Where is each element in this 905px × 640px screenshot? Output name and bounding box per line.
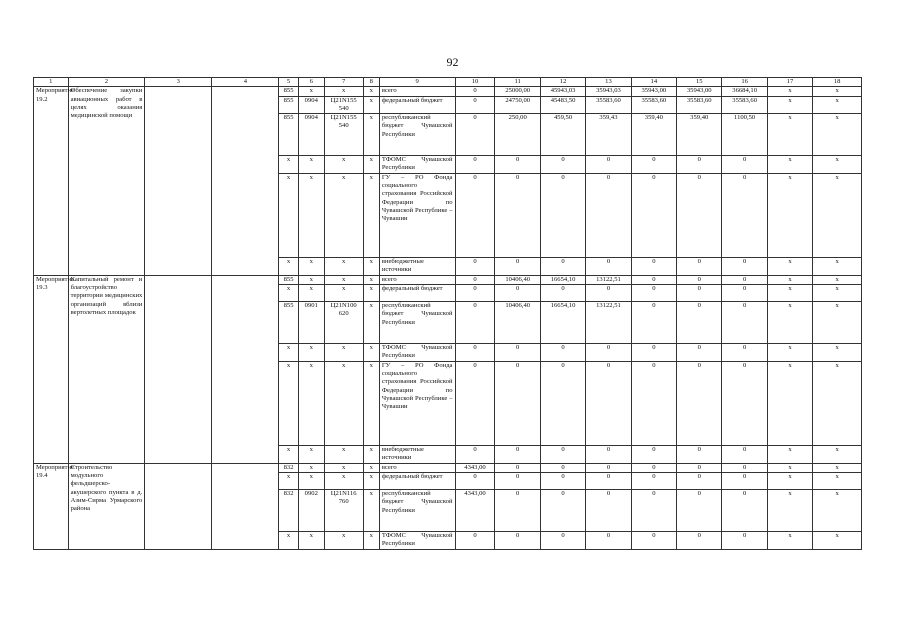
expense-type-cell: х <box>363 257 379 275</box>
expense-type-cell: х <box>363 531 379 549</box>
measure-name: Строительство модульного фельдшерско-акушерского пункта в д. Азим-Сирма Урмарского района <box>68 463 145 549</box>
grbs-cell: х <box>279 285 298 302</box>
column-header: 6 <box>298 78 324 87</box>
amount-cell: х <box>813 114 862 156</box>
amount-cell: 16654,10 <box>540 275 585 284</box>
expense-type-cell: х <box>363 275 379 284</box>
grbs-cell: х <box>279 173 298 257</box>
amount-cell: 0 <box>631 463 676 472</box>
section-cell: х <box>298 361 324 445</box>
amount-cell: 0 <box>455 114 495 156</box>
expense-type-cell: х <box>363 87 379 96</box>
amount-cell: 0 <box>540 173 585 257</box>
section-cell: х <box>298 463 324 472</box>
amount-cell: 0 <box>455 531 495 549</box>
column-header: 11 <box>495 78 540 87</box>
amount-cell: 0 <box>586 472 631 489</box>
amount-cell: 0 <box>540 257 585 275</box>
amount-cell: 0 <box>586 173 631 257</box>
amount-cell: 0 <box>455 302 495 344</box>
amount-cell: 0 <box>495 463 540 472</box>
column-header: 1 <box>34 78 69 87</box>
amount-cell: 0 <box>495 344 540 362</box>
measure-code: Мероприятие 19.2 <box>34 87 69 275</box>
amount-cell: 35583,60 <box>722 96 767 114</box>
grbs-cell: х <box>279 472 298 489</box>
page-number: 92 <box>446 55 459 69</box>
target-article-cell: Ц21N155 540 <box>324 114 363 156</box>
section-cell: 0904 <box>298 96 324 114</box>
amount-cell: 0 <box>677 275 722 284</box>
amount-cell: х <box>813 463 862 472</box>
target-article-cell: х <box>324 361 363 445</box>
amount-cell: х <box>767 114 812 156</box>
section-cell: 0902 <box>298 489 324 531</box>
amount-cell: 0 <box>455 361 495 445</box>
amount-cell: 13122,51 <box>586 275 631 284</box>
amount-cell: 0 <box>677 361 722 445</box>
amount-cell: 0 <box>495 361 540 445</box>
amount-cell: 0 <box>631 302 676 344</box>
table-row <box>34 275 862 284</box>
amount-cell: х <box>767 361 812 445</box>
amount-cell: х <box>813 445 862 463</box>
column-header: 8 <box>363 78 379 87</box>
amount-cell: 0 <box>722 156 767 174</box>
amount-cell: 0 <box>722 445 767 463</box>
funding-source-cell: ТФОМС Чувашской Республики <box>379 531 455 549</box>
grbs-cell: х <box>279 344 298 362</box>
amount-cell: 0 <box>677 472 722 489</box>
amount-cell: 13122,51 <box>586 302 631 344</box>
table-row <box>34 87 862 96</box>
amount-cell: 0 <box>722 344 767 362</box>
target-article-cell: х <box>324 275 363 284</box>
amount-cell: 35943,00 <box>677 87 722 96</box>
column-header: 5 <box>279 78 298 87</box>
header-row <box>34 78 862 87</box>
amount-cell: х <box>813 173 862 257</box>
amount-cell: х <box>767 445 812 463</box>
measure-name: Капитальный ремонт и благоустройство территории медицинских организаций вблизи вертолетных площадок <box>68 275 145 463</box>
expense-type-cell: х <box>363 96 379 114</box>
amount-cell: 0 <box>495 489 540 531</box>
expense-type-cell: х <box>363 472 379 489</box>
amount-cell: х <box>813 472 862 489</box>
section-cell: х <box>298 275 324 284</box>
funding-source-cell: внебюджетные источники <box>379 257 455 275</box>
measure-code: Мероприятие 19.3 <box>34 275 69 463</box>
section-cell: х <box>298 156 324 174</box>
measure-code: Мероприятие 19.4 <box>34 463 69 549</box>
amount-cell: 35943,00 <box>631 87 676 96</box>
amount-cell: 0 <box>722 302 767 344</box>
target-article-cell: х <box>324 445 363 463</box>
amount-cell: 0 <box>677 445 722 463</box>
amount-cell: 0 <box>495 257 540 275</box>
column-header: 15 <box>677 78 722 87</box>
amount-cell: 0 <box>722 257 767 275</box>
section-cell: х <box>298 472 324 489</box>
amount-cell: х <box>767 344 812 362</box>
funding-source-cell: республиканский бюджет Чувашской Республики <box>379 114 455 156</box>
grbs-cell: 855 <box>279 275 298 284</box>
amount-cell: 0 <box>677 531 722 549</box>
amount-cell: х <box>767 302 812 344</box>
amount-cell: 0 <box>631 156 676 174</box>
amount-cell: х <box>813 275 862 284</box>
amount-cell: 0 <box>677 285 722 302</box>
column-header: 18 <box>813 78 862 87</box>
amount-cell: 0 <box>540 445 585 463</box>
column-header: 7 <box>324 78 363 87</box>
expense-type-cell: х <box>363 156 379 174</box>
expense-type-cell: х <box>363 489 379 531</box>
amount-cell: 0 <box>495 285 540 302</box>
amount-cell: 0 <box>586 285 631 302</box>
funding-source-cell: федеральный бюджет <box>379 96 455 114</box>
amount-cell: х <box>813 489 862 531</box>
amount-cell: х <box>767 173 812 257</box>
empty-cell <box>212 275 279 463</box>
amount-cell: х <box>813 96 862 114</box>
amount-cell: 0 <box>722 285 767 302</box>
amount-cell: 0 <box>631 257 676 275</box>
grbs-cell: х <box>279 257 298 275</box>
grbs-cell: х <box>279 531 298 549</box>
funding-source-cell: федеральный бюджет <box>379 285 455 302</box>
amount-cell: 0 <box>722 472 767 489</box>
target-article-cell: Ц21N116 760 <box>324 489 363 531</box>
amount-cell: х <box>813 285 862 302</box>
amount-cell: 0 <box>540 285 585 302</box>
target-article-cell: х <box>324 87 363 96</box>
funding-source-cell: ГУ – РО Фонда социального страхования Российской Федерации по Чувашской Республике – Чувашии <box>379 361 455 445</box>
amount-cell: 16654,10 <box>540 302 585 344</box>
amount-cell: х <box>813 87 862 96</box>
amount-cell: 250,00 <box>495 114 540 156</box>
amount-cell: 1100,50 <box>722 114 767 156</box>
amount-cell: 0 <box>677 257 722 275</box>
amount-cell: 35583,60 <box>631 96 676 114</box>
amount-cell: 359,40 <box>677 114 722 156</box>
amount-cell: 0 <box>631 531 676 549</box>
grbs-cell: 855 <box>279 87 298 96</box>
amount-cell: 0 <box>455 173 495 257</box>
funding-source-cell: всего <box>379 463 455 472</box>
grbs-cell: х <box>279 445 298 463</box>
column-header: 17 <box>767 78 812 87</box>
amount-cell: 0 <box>540 463 585 472</box>
funding-source-cell: всего <box>379 87 455 96</box>
expense-type-cell: х <box>363 114 379 156</box>
amount-cell: х <box>813 156 862 174</box>
amount-cell: 0 <box>631 344 676 362</box>
amount-cell: х <box>767 285 812 302</box>
grbs-cell: 855 <box>279 302 298 344</box>
amount-cell: х <box>813 302 862 344</box>
amount-cell: 0 <box>495 156 540 174</box>
expense-type-cell: х <box>363 173 379 257</box>
amount-cell: 35583,60 <box>677 96 722 114</box>
amount-cell: 45943,03 <box>540 87 585 96</box>
funding-source-cell: внебюджетные источники <box>379 445 455 463</box>
amount-cell: 0 <box>455 156 495 174</box>
amount-cell: 45483,50 <box>540 96 585 114</box>
amount-cell: 0 <box>631 472 676 489</box>
amount-cell: 359,43 <box>586 114 631 156</box>
expense-type-cell: х <box>363 361 379 445</box>
target-article-cell: х <box>324 463 363 472</box>
amount-cell: х <box>767 96 812 114</box>
expense-type-cell: х <box>363 285 379 302</box>
empty-cell <box>212 87 279 275</box>
section-cell: х <box>298 531 324 549</box>
section-cell: х <box>298 344 324 362</box>
measure-name: Обеспечение закупки авиационных работ в целях оказания медицинской помощи <box>68 87 145 275</box>
section-cell: х <box>298 257 324 275</box>
column-header: 4 <box>212 78 279 87</box>
target-article-cell: х <box>324 472 363 489</box>
amount-cell: 0 <box>586 489 631 531</box>
amount-cell: х <box>813 531 862 549</box>
table-row <box>34 463 862 472</box>
amount-cell: х <box>813 344 862 362</box>
target-article-cell: х <box>324 531 363 549</box>
amount-cell: 0 <box>631 285 676 302</box>
amount-cell: 0 <box>586 531 631 549</box>
amount-cell: 0 <box>540 361 585 445</box>
grbs-cell: х <box>279 361 298 445</box>
amount-cell: 0 <box>455 445 495 463</box>
amount-cell: 0 <box>540 472 585 489</box>
amount-cell: 0 <box>495 531 540 549</box>
column-header: 10 <box>455 78 495 87</box>
grbs-cell: 832 <box>279 463 298 472</box>
amount-cell: х <box>767 275 812 284</box>
amount-cell: 0 <box>722 531 767 549</box>
amount-cell: 0 <box>586 463 631 472</box>
amount-cell: 35943,03 <box>586 87 631 96</box>
column-header: 13 <box>586 78 631 87</box>
amount-cell: 0 <box>455 96 495 114</box>
budget-table <box>33 77 862 550</box>
column-header: 14 <box>631 78 676 87</box>
grbs-cell: х <box>279 156 298 174</box>
column-header: 9 <box>379 78 455 87</box>
amount-cell: х <box>767 472 812 489</box>
funding-source-cell: федеральный бюджет <box>379 472 455 489</box>
empty-cell <box>145 463 212 549</box>
target-article-cell: х <box>324 257 363 275</box>
amount-cell: 25000,00 <box>495 87 540 96</box>
amount-cell: 0 <box>495 472 540 489</box>
amount-cell: 4343,00 <box>455 463 495 472</box>
funding-source-cell: ТФОМС Чувашской Республики <box>379 344 455 362</box>
amount-cell: 0 <box>722 275 767 284</box>
target-article-cell: Ц21N100 620 <box>324 302 363 344</box>
amount-cell: 459,50 <box>540 114 585 156</box>
amount-cell: 0 <box>722 361 767 445</box>
amount-cell: 0 <box>631 275 676 284</box>
amount-cell: х <box>767 87 812 96</box>
funding-source-cell: ТФОМС Чувашской Республики <box>379 156 455 174</box>
amount-cell: 0 <box>540 344 585 362</box>
amount-cell: 0 <box>722 463 767 472</box>
amount-cell: 0 <box>586 445 631 463</box>
amount-cell: 359,40 <box>631 114 676 156</box>
amount-cell: 24750,00 <box>495 96 540 114</box>
expense-type-cell: х <box>363 302 379 344</box>
amount-cell: 0 <box>631 173 676 257</box>
empty-cell <box>145 275 212 463</box>
column-header: 3 <box>145 78 212 87</box>
target-article-cell: х <box>324 285 363 302</box>
amount-cell: 0 <box>495 445 540 463</box>
funding-source-cell: республиканский бюджет Чувашской Республики <box>379 489 455 531</box>
amount-cell: 0 <box>455 87 495 96</box>
amount-cell: 0 <box>455 472 495 489</box>
target-article-cell: х <box>324 344 363 362</box>
amount-cell: 0 <box>631 445 676 463</box>
expense-type-cell: х <box>363 445 379 463</box>
target-article-cell: Ц21N155 540 <box>324 96 363 114</box>
amount-cell: 0 <box>677 302 722 344</box>
section-cell: 0901 <box>298 302 324 344</box>
amount-cell: 0 <box>677 344 722 362</box>
section-cell: 0904 <box>298 114 324 156</box>
empty-cell <box>212 463 279 549</box>
funding-source-cell: республиканский бюджет Чувашской Республики <box>379 302 455 344</box>
amount-cell: 0 <box>677 173 722 257</box>
target-article-cell: х <box>324 173 363 257</box>
target-article-cell: х <box>324 156 363 174</box>
amount-cell: 0 <box>722 173 767 257</box>
amount-cell: 0 <box>677 156 722 174</box>
section-cell: х <box>298 285 324 302</box>
amount-cell: 0 <box>455 344 495 362</box>
amount-cell: 0 <box>586 344 631 362</box>
amount-cell: 0 <box>455 257 495 275</box>
amount-cell: 36684,10 <box>722 87 767 96</box>
grbs-cell: 832 <box>279 489 298 531</box>
amount-cell: х <box>813 361 862 445</box>
grbs-cell: 855 <box>279 114 298 156</box>
amount-cell: х <box>767 531 812 549</box>
section-cell: х <box>298 173 324 257</box>
column-header: 12 <box>540 78 585 87</box>
amount-cell: 4343,00 <box>455 489 495 531</box>
amount-cell: 35583,60 <box>586 96 631 114</box>
section-cell: х <box>298 87 324 96</box>
amount-cell: 0 <box>586 156 631 174</box>
section-cell: х <box>298 445 324 463</box>
amount-cell: 0 <box>722 489 767 531</box>
column-header: 16 <box>722 78 767 87</box>
expense-type-cell: х <box>363 344 379 362</box>
funding-source-cell: всего <box>379 275 455 284</box>
amount-cell: 0 <box>586 361 631 445</box>
empty-cell <box>145 87 212 275</box>
amount-cell: х <box>767 156 812 174</box>
grbs-cell: 855 <box>279 96 298 114</box>
amount-cell: 0 <box>677 489 722 531</box>
amount-cell: х <box>767 257 812 275</box>
amount-cell: 0 <box>495 173 540 257</box>
amount-cell: 0 <box>540 156 585 174</box>
amount-cell: 10406,40 <box>495 302 540 344</box>
amount-cell: 0 <box>540 531 585 549</box>
amount-cell: х <box>767 489 812 531</box>
amount-cell: 0 <box>540 489 585 531</box>
amount-cell: 0 <box>677 463 722 472</box>
amount-cell: 0 <box>455 285 495 302</box>
funding-source-cell: ГУ – РО Фонда социального страхования Российской Федерации по Чувашской Республике – Чувашии <box>379 173 455 257</box>
column-header: 2 <box>68 78 145 87</box>
amount-cell: 10406,40 <box>495 275 540 284</box>
amount-cell: 0 <box>586 257 631 275</box>
amount-cell: х <box>767 463 812 472</box>
expense-type-cell: х <box>363 463 379 472</box>
amount-cell: 0 <box>631 361 676 445</box>
amount-cell: 0 <box>455 275 495 284</box>
amount-cell: 0 <box>631 489 676 531</box>
amount-cell: х <box>813 257 862 275</box>
